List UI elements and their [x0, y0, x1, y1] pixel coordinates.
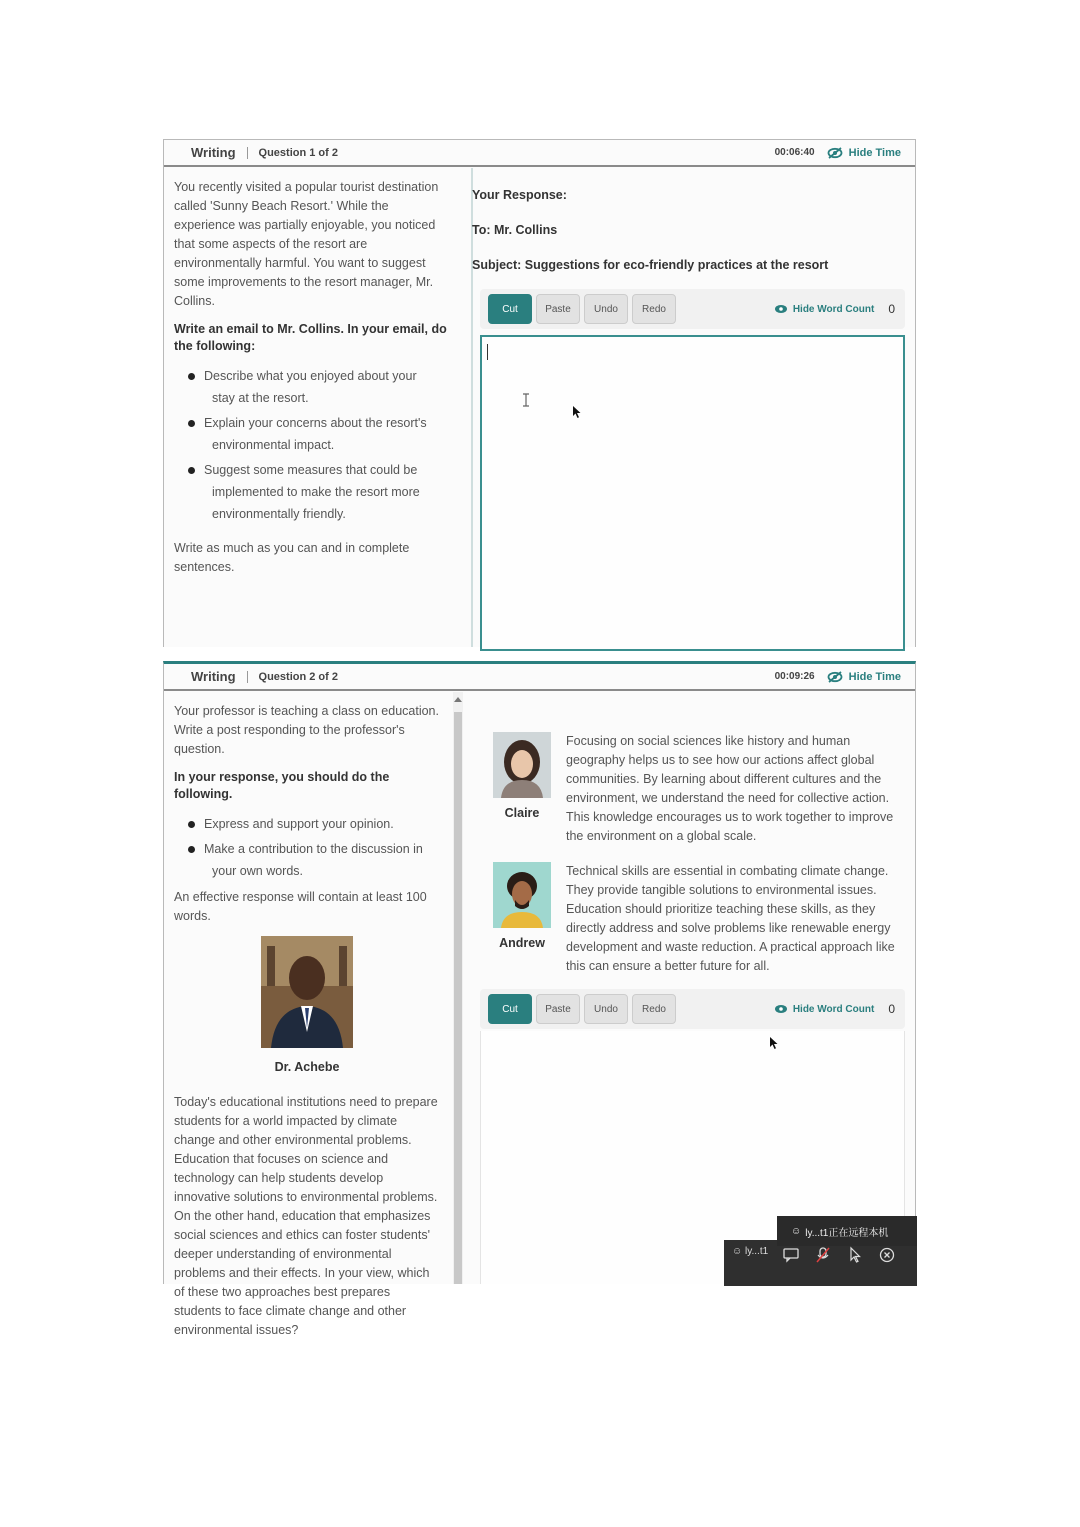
- student-post-andrew: [480, 862, 905, 976]
- top-bar: [164, 140, 915, 167]
- bullet-line: Express and support your opinion.: [204, 817, 394, 831]
- task-list: [188, 365, 448, 525]
- word-count: 0: [888, 302, 895, 316]
- scroll-up-icon[interactable]: [454, 697, 462, 702]
- hide-word-count-label: Hide Word Count: [792, 1003, 875, 1015]
- microphone-muted-icon[interactable]: [814, 1246, 832, 1264]
- remote-toolbar: [724, 1240, 917, 1286]
- remote-control-bar: [724, 1216, 917, 1286]
- andrew-name: Andrew: [499, 936, 545, 950]
- question-number: Question 1 of 2: [258, 146, 338, 159]
- hide-time-button[interactable]: [827, 671, 901, 683]
- professor-portrait-icon: [261, 936, 353, 1048]
- professor-avatar: [261, 936, 353, 1048]
- timer: 00:06:40: [774, 147, 815, 158]
- task-list: [188, 813, 440, 882]
- writing-question-2-screen: [163, 661, 916, 1337]
- paste-button[interactable]: Paste: [536, 994, 580, 1024]
- undo-button[interactable]: Undo: [584, 994, 628, 1024]
- pointer-icon[interactable]: [846, 1246, 864, 1264]
- bullet-line: Describe what you enjoyed about your: [204, 369, 417, 383]
- email-subject-line: Subject: Suggestions for eco-friendly practices at the resort: [472, 258, 829, 272]
- eye-icon: [774, 304, 788, 314]
- editor-toolbar: [480, 289, 905, 329]
- section-title: Writing: [191, 145, 236, 160]
- bullet-line: Suggest some measures that could be: [204, 463, 418, 477]
- eye-icon: [774, 1004, 788, 1014]
- hide-time-label: Hide Time: [848, 146, 901, 159]
- editor-toolbar: [480, 989, 905, 1029]
- close-circle-icon[interactable]: [878, 1246, 896, 1264]
- text-caret: [487, 344, 488, 360]
- response-textarea[interactable]: [480, 335, 905, 651]
- redo-button[interactable]: Redo: [632, 994, 676, 1024]
- hide-time-label: Hide Time: [848, 670, 901, 683]
- claire-portrait-icon: [493, 732, 551, 798]
- bullet-line: Explain your concerns about the resort's: [204, 416, 427, 430]
- chat-icon[interactable]: [782, 1246, 800, 1264]
- hide-word-count-button[interactable]: [774, 1004, 874, 1015]
- andrew-portrait-icon: [493, 862, 551, 928]
- word-count: 0: [888, 1002, 895, 1016]
- remote-user: [732, 1246, 768, 1257]
- length-note: An effective response will contain at least 100 words.: [174, 890, 427, 923]
- bullet-line: environmental impact.: [212, 438, 335, 452]
- prompt-scrollbar[interactable]: [453, 692, 463, 1284]
- hide-time-button[interactable]: [827, 147, 901, 159]
- remote-user-label: ly...t1: [745, 1246, 769, 1257]
- response-label: Your Response:: [472, 188, 567, 202]
- divider: [247, 671, 248, 683]
- discussion-pane: [472, 692, 915, 1284]
- question-number: Question 2 of 2: [258, 670, 338, 683]
- section-title: Writing: [191, 669, 236, 684]
- divider: [247, 147, 248, 159]
- top-bar: [164, 664, 915, 691]
- instruction-text: In your response, you should do the following.: [174, 770, 390, 801]
- professor-name: Dr. Achebe: [274, 1060, 340, 1074]
- prompt-pane: [164, 692, 446, 1350]
- eye-slash-icon: [827, 671, 843, 683]
- andrew-avatar: [493, 862, 551, 928]
- closing-text: Write as much as you can and in complete sentences.: [174, 541, 410, 574]
- cut-button[interactable]: Cut: [488, 994, 532, 1024]
- cut-button[interactable]: Cut: [488, 294, 532, 324]
- bullet-line: implemented to make the resort more: [212, 485, 420, 499]
- bullet-line: environmentally friendly.: [212, 507, 346, 521]
- redo-button[interactable]: Redo: [632, 294, 676, 324]
- claire-avatar: [493, 732, 551, 798]
- student-post-claire: [480, 732, 905, 846]
- hide-word-count-button[interactable]: [774, 304, 874, 315]
- mouse-pointer-icon: [572, 405, 582, 419]
- scroll-thumb[interactable]: [454, 712, 462, 1284]
- user-icon: ☺: [791, 1225, 802, 1237]
- text-cursor-icon: [522, 393, 530, 407]
- post-author: [480, 732, 564, 846]
- prompt-pane: [164, 168, 454, 587]
- post-author: [480, 862, 564, 976]
- timer: 00:09:26: [774, 671, 815, 682]
- eye-slash-icon: [827, 147, 843, 159]
- bullet-line: stay at the resort.: [212, 391, 309, 405]
- remote-status-text: ly...t1正在远程本机: [805, 1227, 889, 1239]
- bullet-line: your own words.: [212, 864, 304, 878]
- writing-question-1-screen: [163, 139, 916, 647]
- professor-question: Today's educational institutions need to prepare students for a world impacted by climate change and other environmental problems. Education that focuses on science and technology can help students develop innovative solutions to environmental problems. On the other hand, education that emphasizes social sciences and ethics can foster students' deeper understanding of environmental problems and their effects. In your view, which of these two approaches best prepares students to face climate change and other environmental issues?: [174, 1095, 438, 1337]
- hide-word-count-label: Hide Word Count: [792, 303, 875, 315]
- claire-name: Claire: [504, 806, 540, 820]
- prompt-text: Your professor is teaching a class on education. Write a post responding to the professor's question.: [174, 704, 439, 756]
- list-item: [188, 813, 440, 835]
- list-item: [188, 838, 440, 882]
- prompt-text: You recently visited a popular tourist destination called 'Sunny Beach Resort.' While the experience was partially enjoyable, you noticed that some aspects of the resort are environmentally harmful. You want to suggest some improvements to the resort manager, Mr. Collins.: [174, 180, 439, 308]
- list-item: [188, 365, 448, 409]
- list-item: [188, 459, 448, 525]
- claire-post-text: Focusing on social sciences like history and human geography helps us to see how our actions affect global communities. By learning about different cultures and the environment, we understand the need for collective action. This knowledge encourages us to work together to improve the environment on a global scale.: [566, 734, 894, 843]
- instruction-text: Write an email to Mr. Collins. In your email, do the following:: [174, 322, 447, 353]
- response-pane: [472, 168, 915, 647]
- list-item: [188, 412, 448, 456]
- andrew-post-text: Technical skills are essential in combating climate change. They provide tangible solutions to environmental issues. Education should prioritize teaching these skills, as they directly address and solve problems like renewable energy development and waste reduction. A practical approach like this can ensure a better future for all.: [566, 864, 895, 973]
- email-to-line: To: Mr. Collins: [472, 223, 558, 237]
- remote-status-banner: [777, 1216, 917, 1246]
- bullet-line: Make a contribution to the discussion in: [204, 842, 423, 856]
- professor-card: [174, 936, 440, 1077]
- mouse-pointer-icon: [769, 1036, 779, 1050]
- undo-button[interactable]: Undo: [584, 294, 628, 324]
- user-icon: ☺: [732, 1246, 743, 1257]
- paste-button[interactable]: Paste: [536, 294, 580, 324]
